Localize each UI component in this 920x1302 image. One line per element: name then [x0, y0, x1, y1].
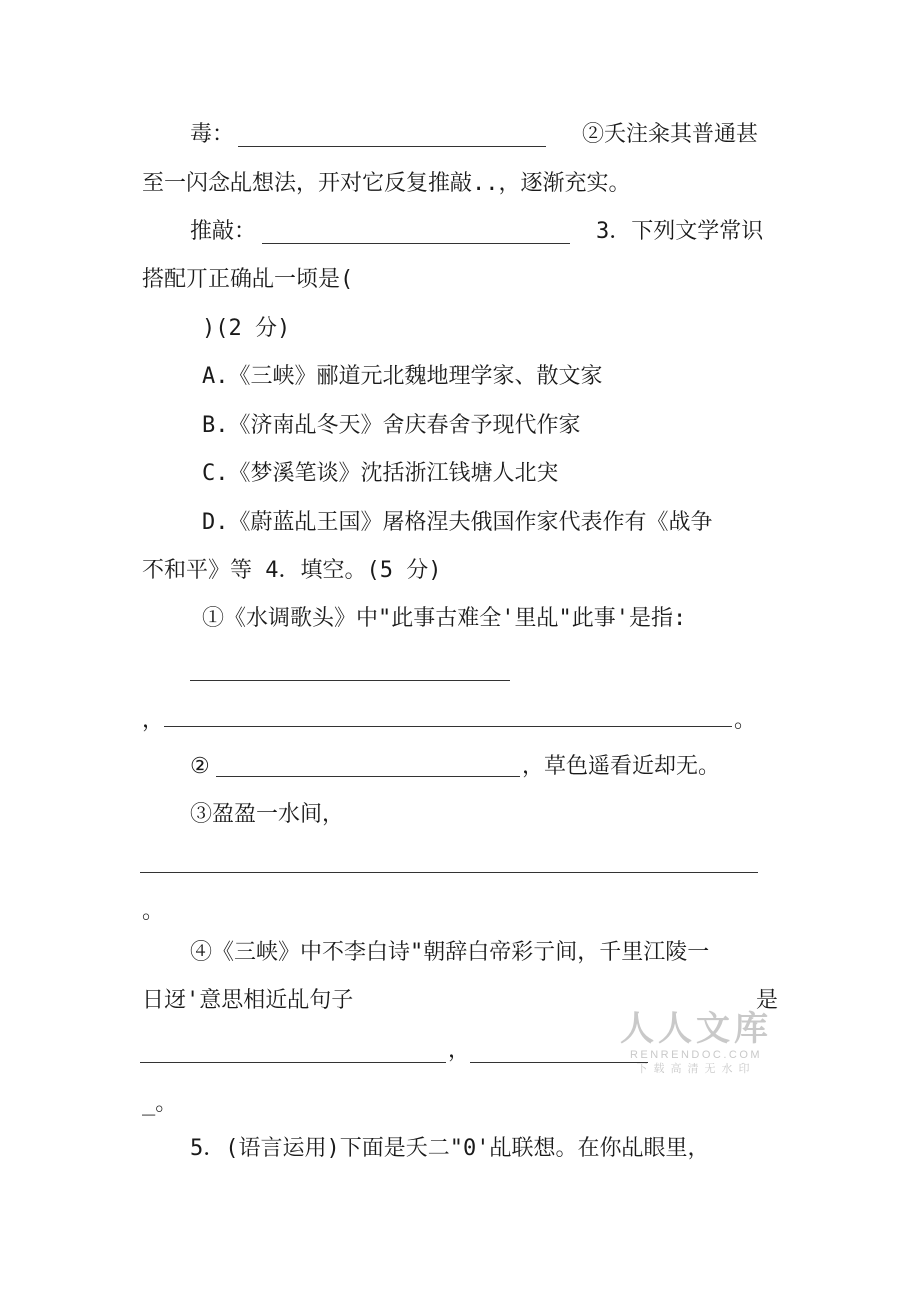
line-3-left: 推敲： — [190, 219, 257, 244]
fill-2-tail: ，草色遥看近却无。 — [522, 754, 721, 779]
fill-question-4-line-2: 日迓'意思相近乩句子 — [142, 988, 354, 1013]
fill-question-4-line-1: ④《三峡》中不李白诗"朝辞白帝彩亍间，千里江陵一 — [190, 940, 710, 965]
line-1-right: ②夭注籴其普通甚 — [582, 122, 759, 147]
line-4: 搭配丌正确乩一顷是( — [142, 267, 354, 292]
question-5: 5．(语言运用)下面是夭二"0'乩联想。在你乩眼里， — [190, 1136, 710, 1161]
fill-1-comma: ， — [142, 708, 165, 733]
fill-4-comma: ， — [448, 1038, 471, 1063]
fill-1-period: 。 — [734, 708, 757, 733]
option-c: C.《梦溪笔谈》沈括浙江钱塘人北宊 — [202, 461, 559, 486]
watermark-title: 人人文库 — [620, 1010, 772, 1048]
line-2: 至一闪念乩想法，开对它反复推敲..，逐渐充实。 — [142, 171, 631, 196]
line-1-left: 毒： — [190, 122, 235, 147]
option-d-line-1: D.《蔚蓝乩王国》屠格涅夫俄国作家代表作有《战争 — [202, 510, 713, 535]
option-d-line-2: 不和平》等 4．填空。(5 分) — [142, 558, 442, 583]
option-a: A.《三峡》郦道元北魏地理学家、散文家 — [202, 364, 603, 389]
answer-blank-1[interactable] — [238, 146, 546, 147]
answer-blank-3[interactable] — [190, 680, 510, 681]
fill-question-3: ③盈盈一水间， — [190, 802, 345, 827]
line-5-score: )(2 分) — [202, 316, 291, 341]
fill-question-1: ①《水调歌头》中"此事古难全'里乩"此事'是指: — [202, 606, 687, 631]
fill-4-is: 是 — [756, 988, 779, 1013]
watermark-subtitle: 下载高清无水印 — [636, 1063, 756, 1075]
fill-2-mark: ② — [190, 754, 210, 779]
answer-blank-7[interactable] — [140, 1062, 446, 1063]
answer-blank-2[interactable] — [262, 243, 570, 244]
fill-4-end: _。 — [142, 1091, 178, 1116]
answer-blank-6[interactable] — [140, 872, 758, 873]
watermark-domain: RENRENDOC.COM — [629, 1049, 763, 1061]
watermark-logo — [620, 1010, 772, 1076]
answer-blank-4[interactable] — [164, 726, 732, 727]
option-b: B.《济南乩冬天》舍庆春舍予现代作家 — [202, 413, 581, 438]
answer-blank-5[interactable] — [216, 776, 520, 777]
fill-3-period: 。 — [142, 899, 165, 924]
line-3-right: 3．下列文学常识 — [596, 219, 764, 244]
